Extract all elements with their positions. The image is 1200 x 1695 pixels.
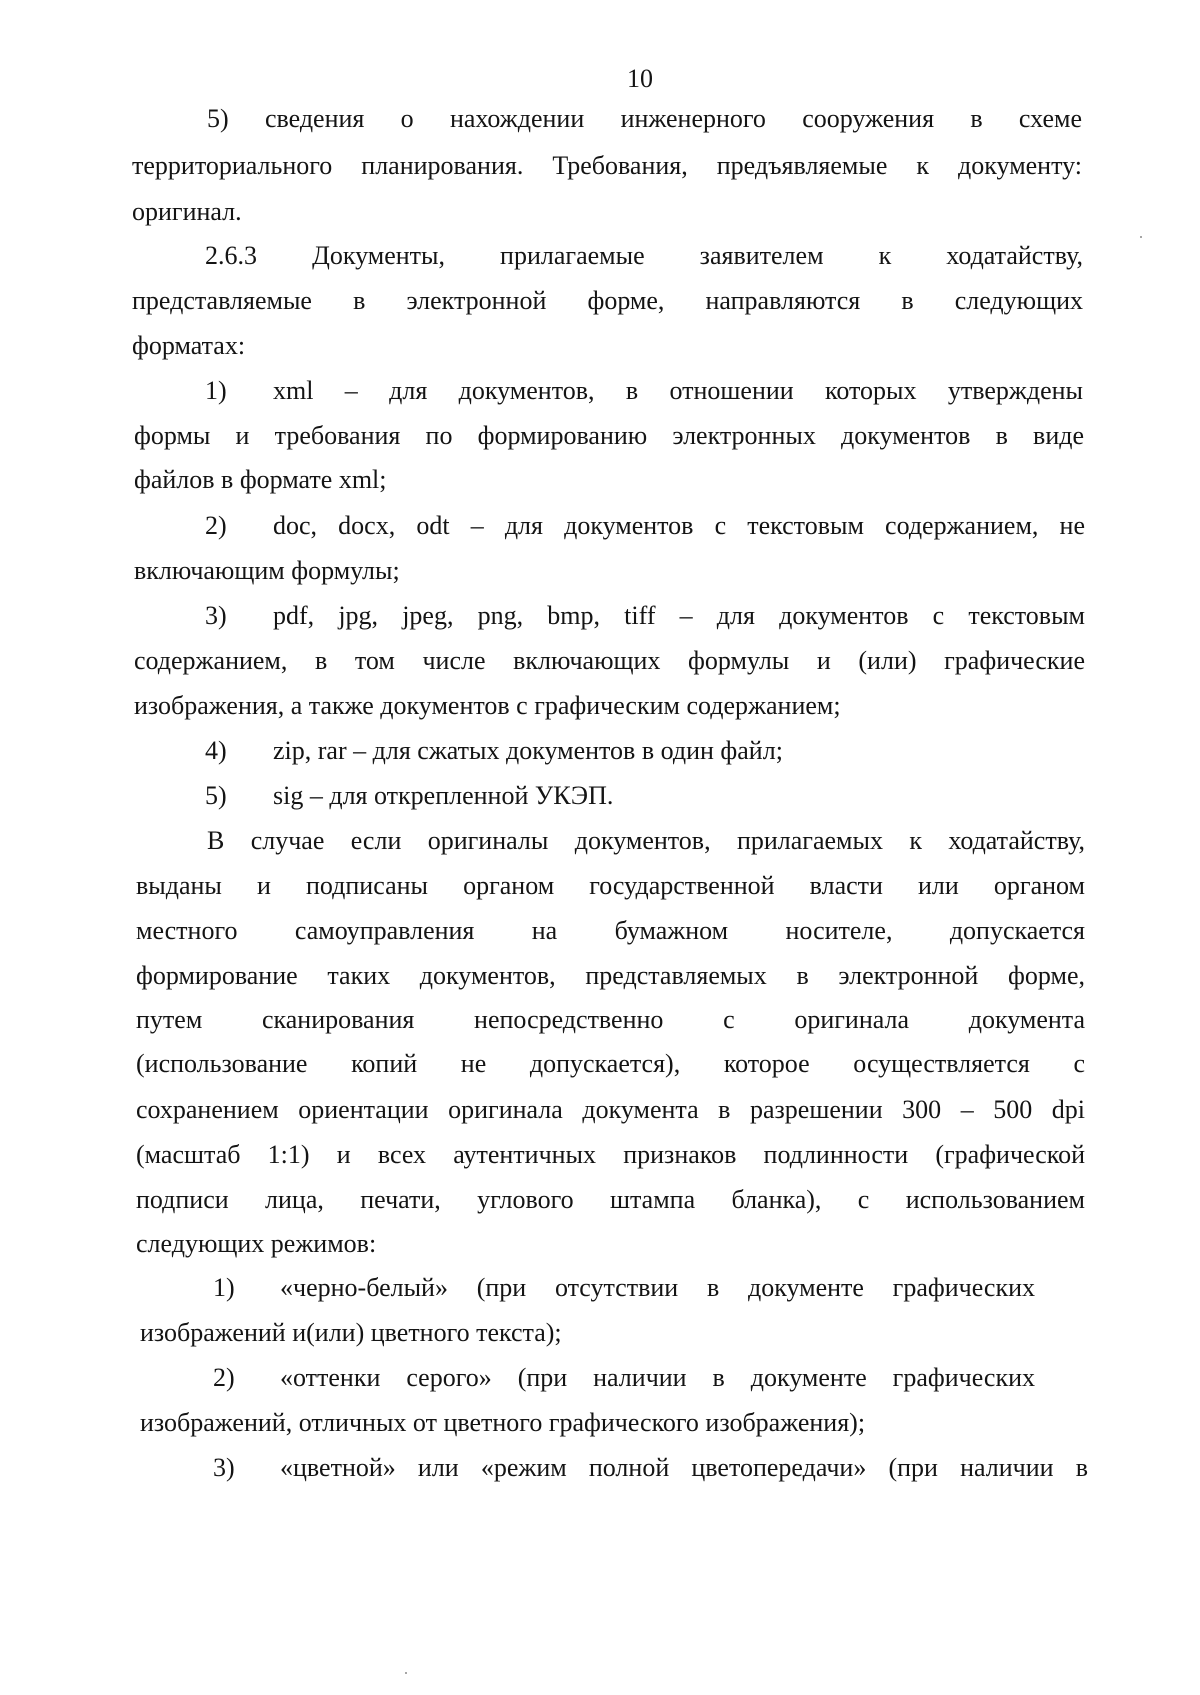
list-number: 2) [205, 511, 227, 540]
paragraph-line: 5) сведения о нахождении инженерного сооружения в схеме [207, 104, 1082, 133]
list-item-line: изображения, а также документов с графическим содержанием; [134, 691, 841, 720]
paragraph-line: (масштаб 1:1) и всех аутентичных признаков подлинности (графической [136, 1140, 1085, 1169]
paragraph-line: местного самоуправления на бумажном носителе, допускается [136, 916, 1085, 945]
paragraph-line: подписи лица, печати, углового штампа бланка), с использованием [136, 1185, 1085, 1214]
paragraph-line: форматах: [132, 331, 246, 360]
paragraph-line: формирование таких документов, представляемых в электронной форме, [136, 961, 1085, 990]
paragraph-line: 2.6.3 Документы, прилагаемые заявителем к ходатайству, [205, 241, 1083, 270]
paragraph-line: представляемые в электронной форме, направляются в следующих [132, 286, 1083, 315]
paragraph-line: путем сканирования непосредственно с оригинала документа [136, 1005, 1085, 1034]
list-item-line: файлов в формате xml; [134, 465, 387, 494]
list-number: 4) [205, 736, 227, 765]
list-number: 3) [213, 1453, 235, 1482]
scan-speck [1140, 236, 1142, 238]
list-item-line: «черно-белый» (при отсутствии в документе графических [280, 1273, 1035, 1302]
list-item-line: формы и требования по формированию электронных документов в виде [134, 421, 1084, 450]
list-item-line: doc, docx, odt – для документов с текстовым содержанием, не [273, 511, 1085, 540]
list-number: 3) [205, 601, 227, 630]
list-item-line: содержанием, в том числе включающих формулы и (или) графические [134, 646, 1085, 675]
paragraph-line: оригинал. [132, 197, 242, 226]
list-item-line: «оттенки серого» (при наличии в документе графических [280, 1363, 1035, 1392]
paragraph-line: сохранением ориентации оригинала документа в разрешении 300 – 500 dpi [136, 1095, 1085, 1124]
list-item-line: включающим формулы; [134, 556, 400, 585]
page-number: 10 [627, 64, 653, 93]
list-item-line: xml – для документов, в отношении которых утверждены [273, 376, 1083, 405]
paragraph-line: следующих режимов: [136, 1229, 377, 1258]
list-item-line: «цветной» или «режим полной цветопередачи» (при наличии в [280, 1453, 1088, 1482]
list-number: 5) [205, 781, 227, 810]
list-number: 1) [205, 376, 227, 405]
list-item-line: pdf, jpg, jpeg, png, bmp, tiff – для документов с текстовым [273, 601, 1085, 630]
list-item-line: изображений, отличных от цветного графического изображения); [140, 1408, 866, 1437]
list-item-line: zip, rar – для сжатых документов в один файл; [273, 736, 783, 765]
paragraph-line: территориального планирования. Требования, предъявляемые к документу: [132, 151, 1082, 180]
paragraph-line: В случае если оригиналы документов, прилагаемых к ходатайству, [207, 826, 1085, 855]
paragraph-line: выданы и подписаны органом государственной власти или органом [136, 871, 1085, 900]
list-item-line: sig – для открепленной УКЭП. [273, 781, 614, 810]
scan-speck [405, 1672, 407, 1674]
list-number: 1) [213, 1273, 235, 1302]
list-item-line: изображений и(или) цветного текста); [140, 1318, 562, 1347]
paragraph-line: (использование копий не допускается), которое осуществляется с [136, 1049, 1085, 1078]
list-number: 2) [213, 1363, 235, 1392]
